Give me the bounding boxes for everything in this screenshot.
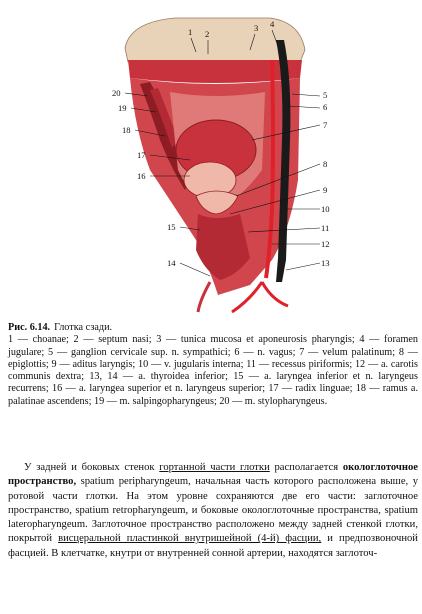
callout-2: 2 <box>205 29 210 39</box>
callout-1: 1 <box>188 27 193 37</box>
body-link-fascia[interactable]: висцеральной пластинкой внутришейной (4-й) фасции, <box>58 533 322 545</box>
callout-4: 4 <box>270 19 275 29</box>
callout-16: 16 <box>137 171 146 181</box>
figure-number: Рис. 6.14. <box>8 322 51 333</box>
callout-9: 9 <box>323 185 328 195</box>
callout-10: 10 <box>321 204 330 214</box>
body-text-segment: располагается <box>274 462 339 473</box>
callout-19: 19 <box>118 103 127 113</box>
callout-13: 13 <box>321 258 330 268</box>
body-text-segment: spatium peripharyngeum, начальная часть которого расположена выше, у ротовой части глотки. На этом уровне сохраняются две его части: заглоточное пространство, spatium retropharyngeum, и боковые окологлоточные пространства, spatium lateropharyngeum. Заглоточное пространство расположено между задней стенкой глотки, покрытой <box>8 476 418 545</box>
figure-caption <box>8 322 418 408</box>
callout-6: 6 <box>323 102 328 112</box>
body-link-laryngopharynx[interactable]: гортанной части глотки <box>159 462 270 473</box>
figure-legend: 1 — choanae; 2 — septum nasi; 3 — tunica mucosa et aponeurosis pharyngis; 4 — foramen jugulare; 5 — ganglion cervicale sup. n. sympathici; 6 — n. vagus; 7 — velum palatinum; 8 — epiglottis; 9 — aditus laryngis; 10 — v. jugularis interna; 11 — recessus piriformis; 12 — a. carotis communis dextra; 13, 14 — a. thyroidea inferior; 15 — a. laryngea inferior et n. laryngeus recurrens; 16 — a. laryngea superior et n. laryngeus superior; 17 — radix linguae; 18 — ramus a. palatinae ascendens; 19 — m. salpingopharyngeus; 20 — m. stylopharyngeus. <box>8 334 418 407</box>
body-paragraph <box>8 461 418 561</box>
callout-7: 7 <box>323 120 328 130</box>
body-term-bold: окологлоточное пространство, <box>8 462 419 488</box>
callout-17: 17 <box>137 150 146 160</box>
callout-14: 14 <box>167 258 176 268</box>
callout-8: 8 <box>323 159 328 169</box>
callout-12: 12 <box>321 239 330 249</box>
figure-title: Глотка сзади. <box>54 322 113 333</box>
callout-15: 15 <box>167 222 176 232</box>
callout-18: 18 <box>122 125 131 135</box>
callout-20: 20 <box>112 88 121 98</box>
body-text-segment: У задней и боковых стенок <box>24 462 155 473</box>
body-text-segment: и предпозвоночной фасцией. В клетчатке, кнутри от внутренней сонной артерии, находятся заглоточ- <box>8 533 418 559</box>
callout-5: 5 <box>323 90 328 100</box>
callout-11: 11 <box>321 223 330 233</box>
callout-3: 3 <box>254 23 259 33</box>
